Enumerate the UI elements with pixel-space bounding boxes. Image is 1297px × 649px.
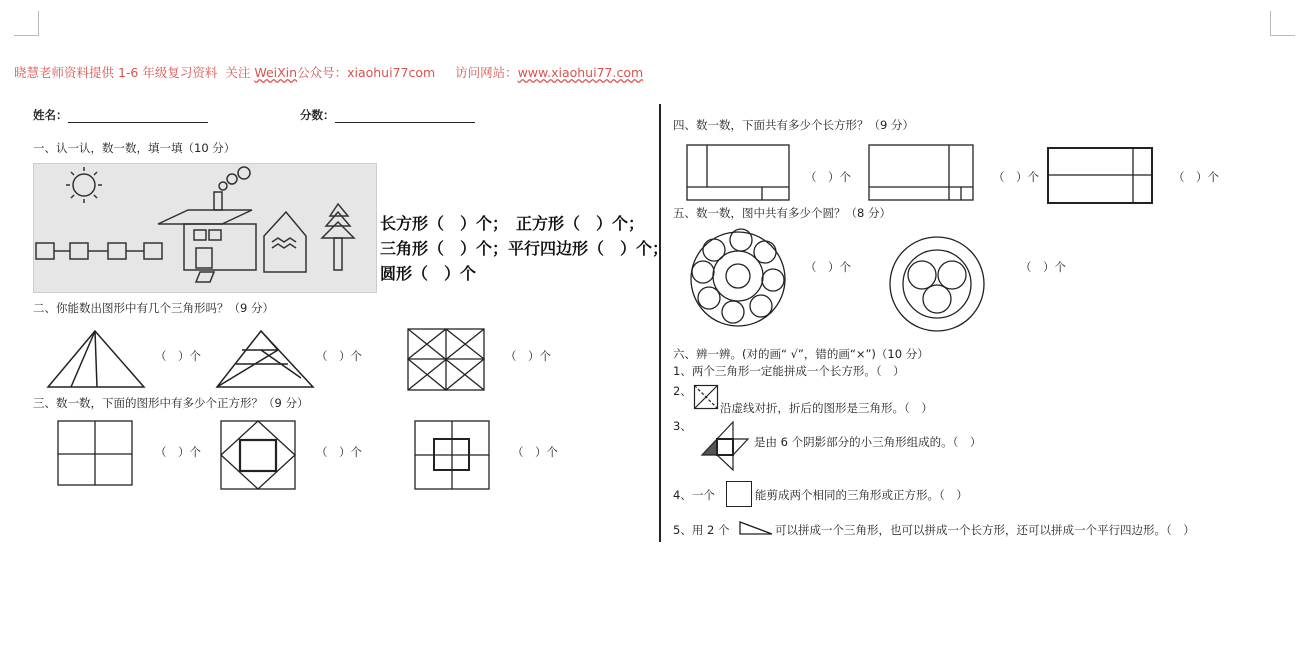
header-visit: 访问网站： [455,65,518,80]
q6-item-3: 是由 6 个阴影部分的小三角形组成的。（ ） [754,435,982,449]
q3-blank-2[interactable]: （ ）个 [316,445,362,459]
q3-blank-3[interactable]: （ ）个 [512,445,558,459]
q5-figure-1 [689,230,787,328]
q6-item-2-num: 2、 [673,384,692,398]
q6-item-4-b: 能剪成两个相同的三角形或正方形。（ ） [755,488,968,502]
right-triangle-icon [739,521,773,535]
q2-title: 二、你能数出图形中有几个三角形吗？（9 分） [33,301,274,315]
q6-item-1: 1、两个三角形一定能拼成一个长方形。（ ） [673,364,905,378]
q4-figure-1 [686,144,790,201]
q4-blank-3[interactable]: （ ）个 [1173,170,1219,184]
corner-mark-right [1270,11,1295,36]
header-banner [14,63,643,81]
name-blank[interactable] [68,112,208,123]
house-body-icon [184,224,256,270]
q3-title: 三、数一数，下面的图形中有多少个正方形？（9 分） [33,396,309,410]
score-label: 分数： [300,108,335,122]
score-blank[interactable] [335,112,475,123]
header-provider: 晓慧老师资料提供 1-6 年级复习资料 [14,65,218,80]
q3-figure-3 [414,420,490,490]
q4-blank-1[interactable]: （ ）个 [805,170,851,184]
q3-figure-1 [57,420,133,486]
q4-figure-2 [868,144,974,201]
header-weixin: WeiXin [254,65,298,80]
sun-rays-icon [66,167,102,203]
column-divider [659,104,661,542]
q4-title: 四、数一数，下面共有多少个长方形？（9 分） [673,118,914,132]
q2-figure-1 [47,330,145,388]
score-field [300,107,475,123]
folded-square-icon [694,385,718,409]
header-gzh: 公众号：xiaohui77com [297,65,436,80]
sun-icon [73,174,95,196]
name-label: 姓名： [33,108,68,122]
q6-item-2: 沿虚线对折，折后的图形是三角形。（ ） [720,401,933,415]
header-follow: 关注 [225,65,251,80]
shaded-triangles-icon [700,421,750,471]
q5-blank-2[interactable]: （ ）个 [1020,260,1066,274]
q2-figure-3 [407,328,485,391]
q2-blank-1[interactable]: （ ）个 [155,349,201,363]
corner-mark-left [14,11,39,36]
q2-figure-2 [216,330,314,388]
q3-blank-1[interactable]: （ ）个 [155,445,201,459]
q1-scene [34,164,376,292]
q1-answer-line2: 三角形（ ）个；平行四边形（ ）个； [380,239,669,258]
house-roof-icon [158,210,252,224]
q3-figure-2 [220,420,296,490]
q6-item-4-a: 4、一个 [673,488,715,502]
q5-blank-1[interactable]: （ ）个 [805,260,851,274]
q5-figure-2 [889,235,987,333]
q2-blank-3[interactable]: （ ）个 [505,349,551,363]
q1-answer-line1: 长方形（ ）个； 正方形（ ）个； [380,214,645,233]
header-site-link[interactable]: www.xiaohui77.com [517,65,644,80]
q1-answer-line3: 圆形（ ）个 [380,264,477,283]
q6-item-5-b: 可以拼成一个三角形，也可以拼成一个长方形，还可以拼成一个平行四边形。（ ） [775,523,1195,537]
q5-title: 五、数一数，图中共有多少个圆？（8 分） [673,206,891,220]
q1-picture [33,163,377,293]
q4-blank-2[interactable]: （ ）个 [993,170,1039,184]
chimney-icon [214,192,222,210]
q6-title: 六、辨一辨。(对的画“ √”，错的画“×”)（10 分） [673,347,929,361]
name-field [33,107,208,123]
q6-item-3-num: 3、 [673,419,692,433]
q4-figure-3 [1047,147,1153,204]
square-icon [726,481,752,507]
q6-item-5-a: 5、用 2 个 [673,523,730,537]
q1-title: 一、认一认，数一数，填一填（10 分） [33,141,236,155]
q2-blank-2[interactable]: （ ）个 [316,349,362,363]
